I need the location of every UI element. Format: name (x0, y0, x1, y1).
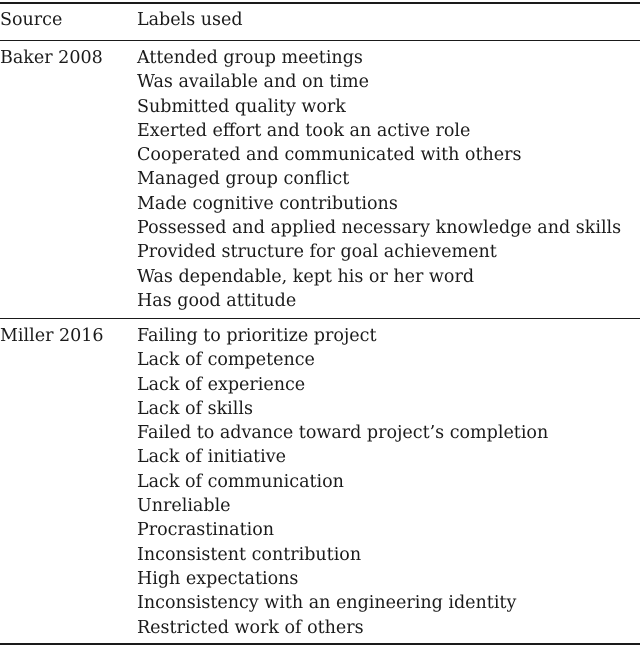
label-list (137, 324, 548, 640)
list-item: Failing to prioritize project (137, 326, 377, 346)
list-item: Attended group meetings (137, 48, 363, 68)
list-item: Provided structure for goal achievement (137, 242, 497, 263)
list-item: Failed to advance toward project’s completion (137, 423, 549, 444)
source-name: Miller 2016 (0, 326, 104, 346)
list-item: Inconsistency with an engineering identity (137, 593, 517, 614)
header-source: Source (0, 10, 63, 30)
table-group-rule (0, 318, 640, 319)
header-labels: Labels used (137, 10, 243, 30)
table-header-rule (0, 40, 640, 41)
label-list (137, 46, 621, 313)
list-item: Cooperated and communicated with others (137, 145, 522, 166)
list-item: Unreliable (137, 496, 231, 517)
list-item: High expectations (137, 568, 299, 589)
list-item: Exerted effort and took an active role (137, 120, 471, 141)
list-item: Made cognitive contributions (137, 193, 398, 214)
list-item: Lack of communication (137, 471, 344, 492)
list-item: Possessed and applied necessary knowledge and skills (137, 218, 622, 239)
list-item: Lack of experience (137, 374, 306, 395)
list-item: Managed group conflict (137, 169, 350, 190)
list-item: Lack of competence (137, 350, 315, 371)
source-name: Baker 2008 (0, 48, 103, 68)
list-item: Lack of skills (137, 398, 253, 419)
list-item: Has good attitude (137, 290, 297, 311)
table-top-rule (0, 2, 640, 4)
list-item: Restricted work of others (137, 617, 364, 638)
list-item: Submitted quality work (137, 96, 346, 117)
list-item: Was available and on time (137, 72, 369, 93)
list-item: Procrastination (137, 520, 275, 541)
list-item: Inconsistent contribution (137, 544, 362, 565)
list-item: Lack of initiative (137, 447, 286, 468)
table-bottom-rule (0, 643, 640, 645)
list-item: Was dependable, kept his or her word (137, 266, 475, 287)
